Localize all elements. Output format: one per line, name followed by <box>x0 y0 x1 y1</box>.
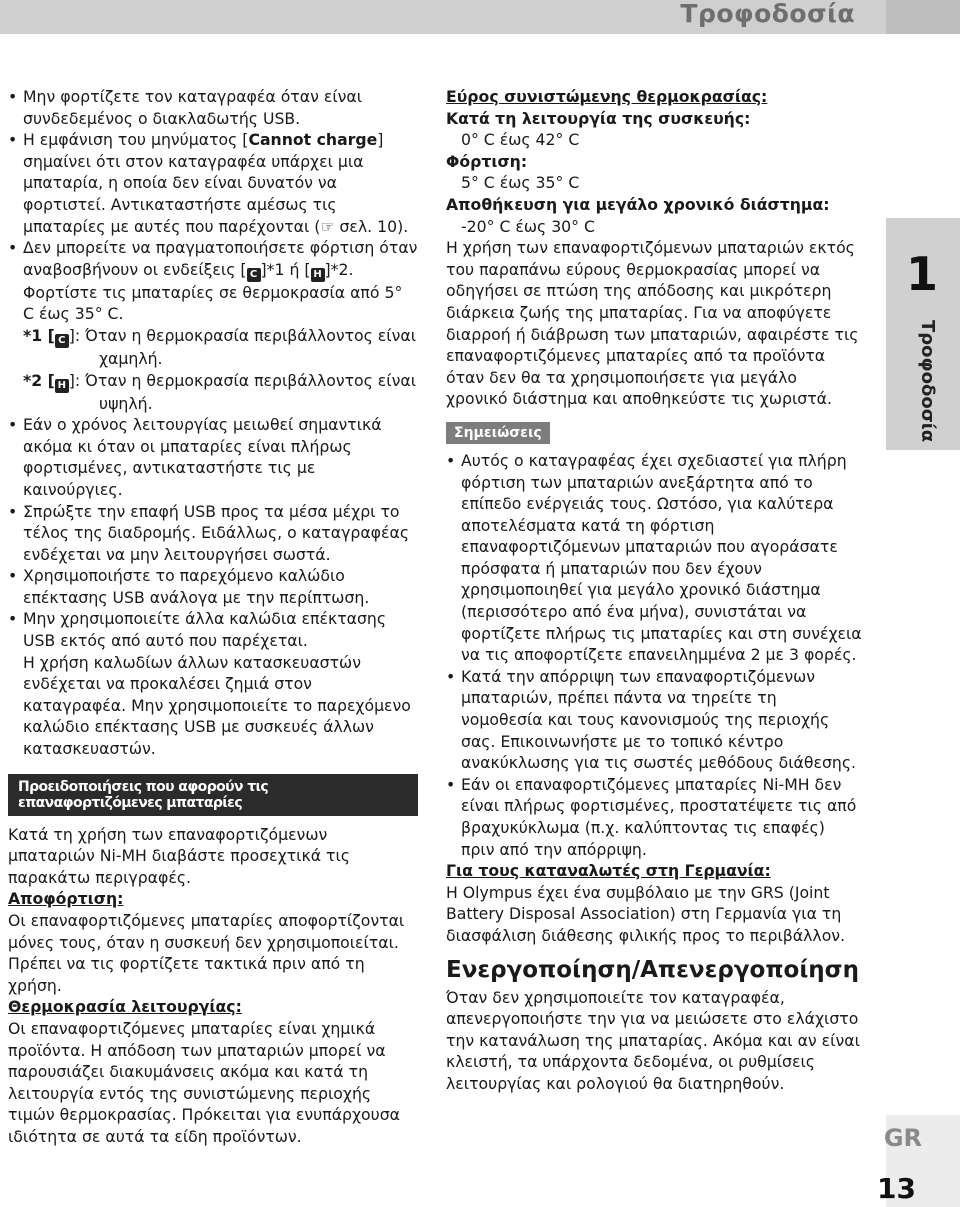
list-item <box>8 237 418 325</box>
list-item: • Χρησιμοποιήστε το παρεχόμενο καλώδιο επέκτασης USB ανάλογα με την περίπτωση. <box>8 565 418 608</box>
list-item: • Κατά την απόρριψη των επαναφορτιζόμενων μπαταριών, πρέπει πάντα να τηρείτε τη νομοθεσία και τους κανονισμούς της περιοχής σας. Επικοινωνήστε με το τοπικό κέντρο ανακύκλωσης για τις σωστές μεθόδους διάθεσης. <box>446 666 862 774</box>
storage-value: -20° C έως 30° C <box>461 216 595 236</box>
footnote-1 <box>8 325 418 370</box>
low-temp-icon: C <box>247 268 261 282</box>
power-onoff-text: Όταν δεν χρησιμοποιείτε τον καταγραφέα, απενεργοποιήστε την για να μειώσετε στο ελάχιστο την κατανάλωση της μπαταρίας. Ακόμα και αν είναι κλειστή, τα υπάρχοντα δεδομένα, οι ρυθμίσεις λειτουργίας και ρολογιού θα διατηρηθούν. <box>446 987 860 1093</box>
list-item: • Εάν ο χρόνος λειτουργίας μειωθεί σημαντικά ακόμα κι όταν οι μπαταρίες είναι πλήρως φορτισμένες, αντικαταστήστε τις με καινούργιες. <box>8 414 418 500</box>
list-item: • Μην χρησιμοποιείτε άλλα καλώδια επέκτασης USB εκτός από αυτό που παρέχεται. <box>8 608 418 651</box>
charging-notes-list <box>8 86 418 760</box>
text: ] σημαίνει ότι στον καταγραφέα υπάρχει μια μπαταρία, η οποία δεν είναι δυνατόν να φορτιστεί. Αντικαταστήστε αμέσως τις μπαταρίες με αυτές που παρέχονται (☞ σελ. 10). <box>23 130 409 236</box>
footnote-label: *2 [ <box>23 370 55 390</box>
discharge-text: Οι επαναφορτιζόμενες μπαταρίες αποφορτίζονται μόνες τους, όταν η συσκευή δεν χρησιμοποιείται. Πρέπει να τις φορτίζετε τακτικά πριν από τη χρήση. <box>8 911 405 995</box>
list-item: • Εάν οι επαναφορτιζόμενες μπαταρίες Ni-MH δεν είναι πλήρως φορτισμένες, προστατέψετε τις από βραχυκύκλωμα (π.χ. καλύπτοντας τις επαφές) πριν από την απόρριψη. <box>446 774 862 860</box>
high-temp-icon: H <box>311 268 325 282</box>
text: Η εμφάνιση του μηνύματος [ <box>23 130 249 150</box>
battery-warnings-banner: Προειδοποιήσεις που αφορούν τις επαναφορτιζόμενες μπαταρίες <box>8 774 418 816</box>
charging-heading: Φόρτιση: <box>446 151 528 171</box>
list-item: • Αυτός ο καταγραφέας έχει σχεδιαστεί για πλήρη φόρτιση των μπαταριών ανεξάρτητα από το επίπεδο ενέργειάς τους. Ωστόσο, για καλύτερα αποτελέσματα κατά τη φόρτιση επαναφορτιζόμενων μπαταριών που αγοράσατε πρόσφατα ή μπαταριών που δεν έχουν χρησιμοποιηθεί για μεγάλο χρονικό διάστημα (περισσότερο από ένα μήνα), συνιστάται να φορτίζετε πλήρως τις μπαταρίες και στη συνέχεια να τις αποφορτίζετε επανειλημμένα 2 με 3 φορές. <box>446 450 862 666</box>
language-label: GR <box>883 1124 922 1152</box>
footnote-2 <box>8 370 418 415</box>
page-number: 13 <box>877 1172 916 1205</box>
power-onoff-heading: Ενεργοποίηση/Απενεργοποίηση <box>446 956 859 983</box>
discharge-heading: Αποφόρτιση: <box>8 889 124 909</box>
header-title: Τροφοδοσία <box>680 0 855 28</box>
footnote-label: *1 [ <box>23 325 55 345</box>
text: Δεν μπορείτε να πραγματοποιήσετε φόρτιση όταν αναβοσβήνουν οι ενδείξεις [ <box>23 238 418 279</box>
text: ]: Όταν η θερμοκρασία περιβάλλοντος είναι υψηλή. <box>68 370 417 413</box>
notes-label: Σημειώσεις <box>446 422 550 444</box>
list-item: • Σπρώξτε την επαφή USB προς τα μέσα μέχρι το τέλος της διαδρομής. Ειδάλλως, ο καταγραφέας ενδέχεται να μην λειτουργήσει σωστά. <box>8 501 418 566</box>
temp-range-text: Η χρήση των επαναφορτιζόμενων μπαταριών εκτός του παραπάνω εύρους θερμοκρασίας μπορεί να οδηγήσει σε πτώση της απόδοσης και μικρότερη διάρκεια ζωής της μπαταρίας. Για να αποφύγετε διαρροή ή διάβρωση των μπαταριών, αφαιρέστε τις επαναφορτιζόμενες μπαταρίες από τα προϊόντα όταν δεν θα τα χρησιμοποιήσετε για μεγάλο χρονικό διάστημα και αποθηκεύστε τις χωριστά. <box>446 238 859 409</box>
right-column <box>446 86 862 1095</box>
text: ]*1 ή [ <box>260 259 311 279</box>
temp-range-heading: Εύρος συνιστώμενης θερμοκρασίας: <box>446 87 768 106</box>
intro-text: Κατά τη χρήση των επαναφορτιζόμενων μπαταριών Ni-MH διαβάστε προσεχτικά τις παρακάτω περιγραφές. <box>8 824 350 887</box>
germany-text: Η Olympus έχει ένα συμβόλαιο με την GRS (Joint Battery Disposal Association) στη Γερμανία για τη διασφάλιση διάθεσης φιλικής προς το περιβάλλον. <box>446 882 846 945</box>
message-text: Cannot charge <box>248 130 378 150</box>
chapter-number: 1 <box>905 247 938 301</box>
high-temp-icon: H <box>55 379 69 393</box>
operation-heading: Κατά τη λειτουργία της συσκευής: <box>446 108 751 128</box>
left-column <box>8 86 418 1148</box>
text: ]: Όταν η θερμοκρασία περιβάλλοντος είναι χαμηλή. <box>68 325 417 368</box>
list-item: • Μην φορτίζετε τον καταγραφέα όταν είναι συνδεδεμένος ο διακλαδωτής USB. <box>8 86 418 129</box>
text: ]*2. Φορτίστε τις μπαταρίες σε θερμοκρασία από 5° C έως 35° C. <box>23 259 403 324</box>
operating-temp-heading: Θερμοκρασία λειτουργίας: <box>8 997 242 1017</box>
operation-value: 0° C έως 42° C <box>461 130 580 150</box>
storage-heading: Αποθήκευση για μεγάλο χρονικό διάστημα: <box>446 194 830 214</box>
page-header <box>0 0 960 34</box>
list-item-continuation: Η χρήση καλωδίων άλλων κατασκευαστών ενδέχεται να προκαλέσει ζημιά στον καταγραφέα. Μην χρησιμοποιείτε το παρεχόμενο καλώδιο επέκτασης USB με συσκευές άλλων κατασκευαστών. <box>23 652 411 759</box>
notes-list <box>446 450 862 860</box>
operating-temp-text: Οι επαναφορτιζόμενες μπαταρίες είναι χημικά προϊόντα. Η απόδοση των μπαταριών μπορεί να παρουσιάζει διακυμάνσεις ακόμα και κατά τη λειτουργία εντός της συνιστώμενης περιοχής τιμών θερμοκρασίας. Πρόκειται για ενυπάρχουσα ιδιότητα σε αυτά τα είδη προϊόντων. <box>8 1018 401 1146</box>
germany-heading: Για τους καταναλωτές στη Γερμανία: <box>446 861 771 881</box>
chapter-label: Τροφοδοσία <box>917 320 938 443</box>
low-temp-icon: C <box>55 334 69 348</box>
list-item <box>8 129 418 237</box>
header-edge-block <box>886 0 960 34</box>
charging-value: 5° C έως 35° C <box>461 173 580 193</box>
